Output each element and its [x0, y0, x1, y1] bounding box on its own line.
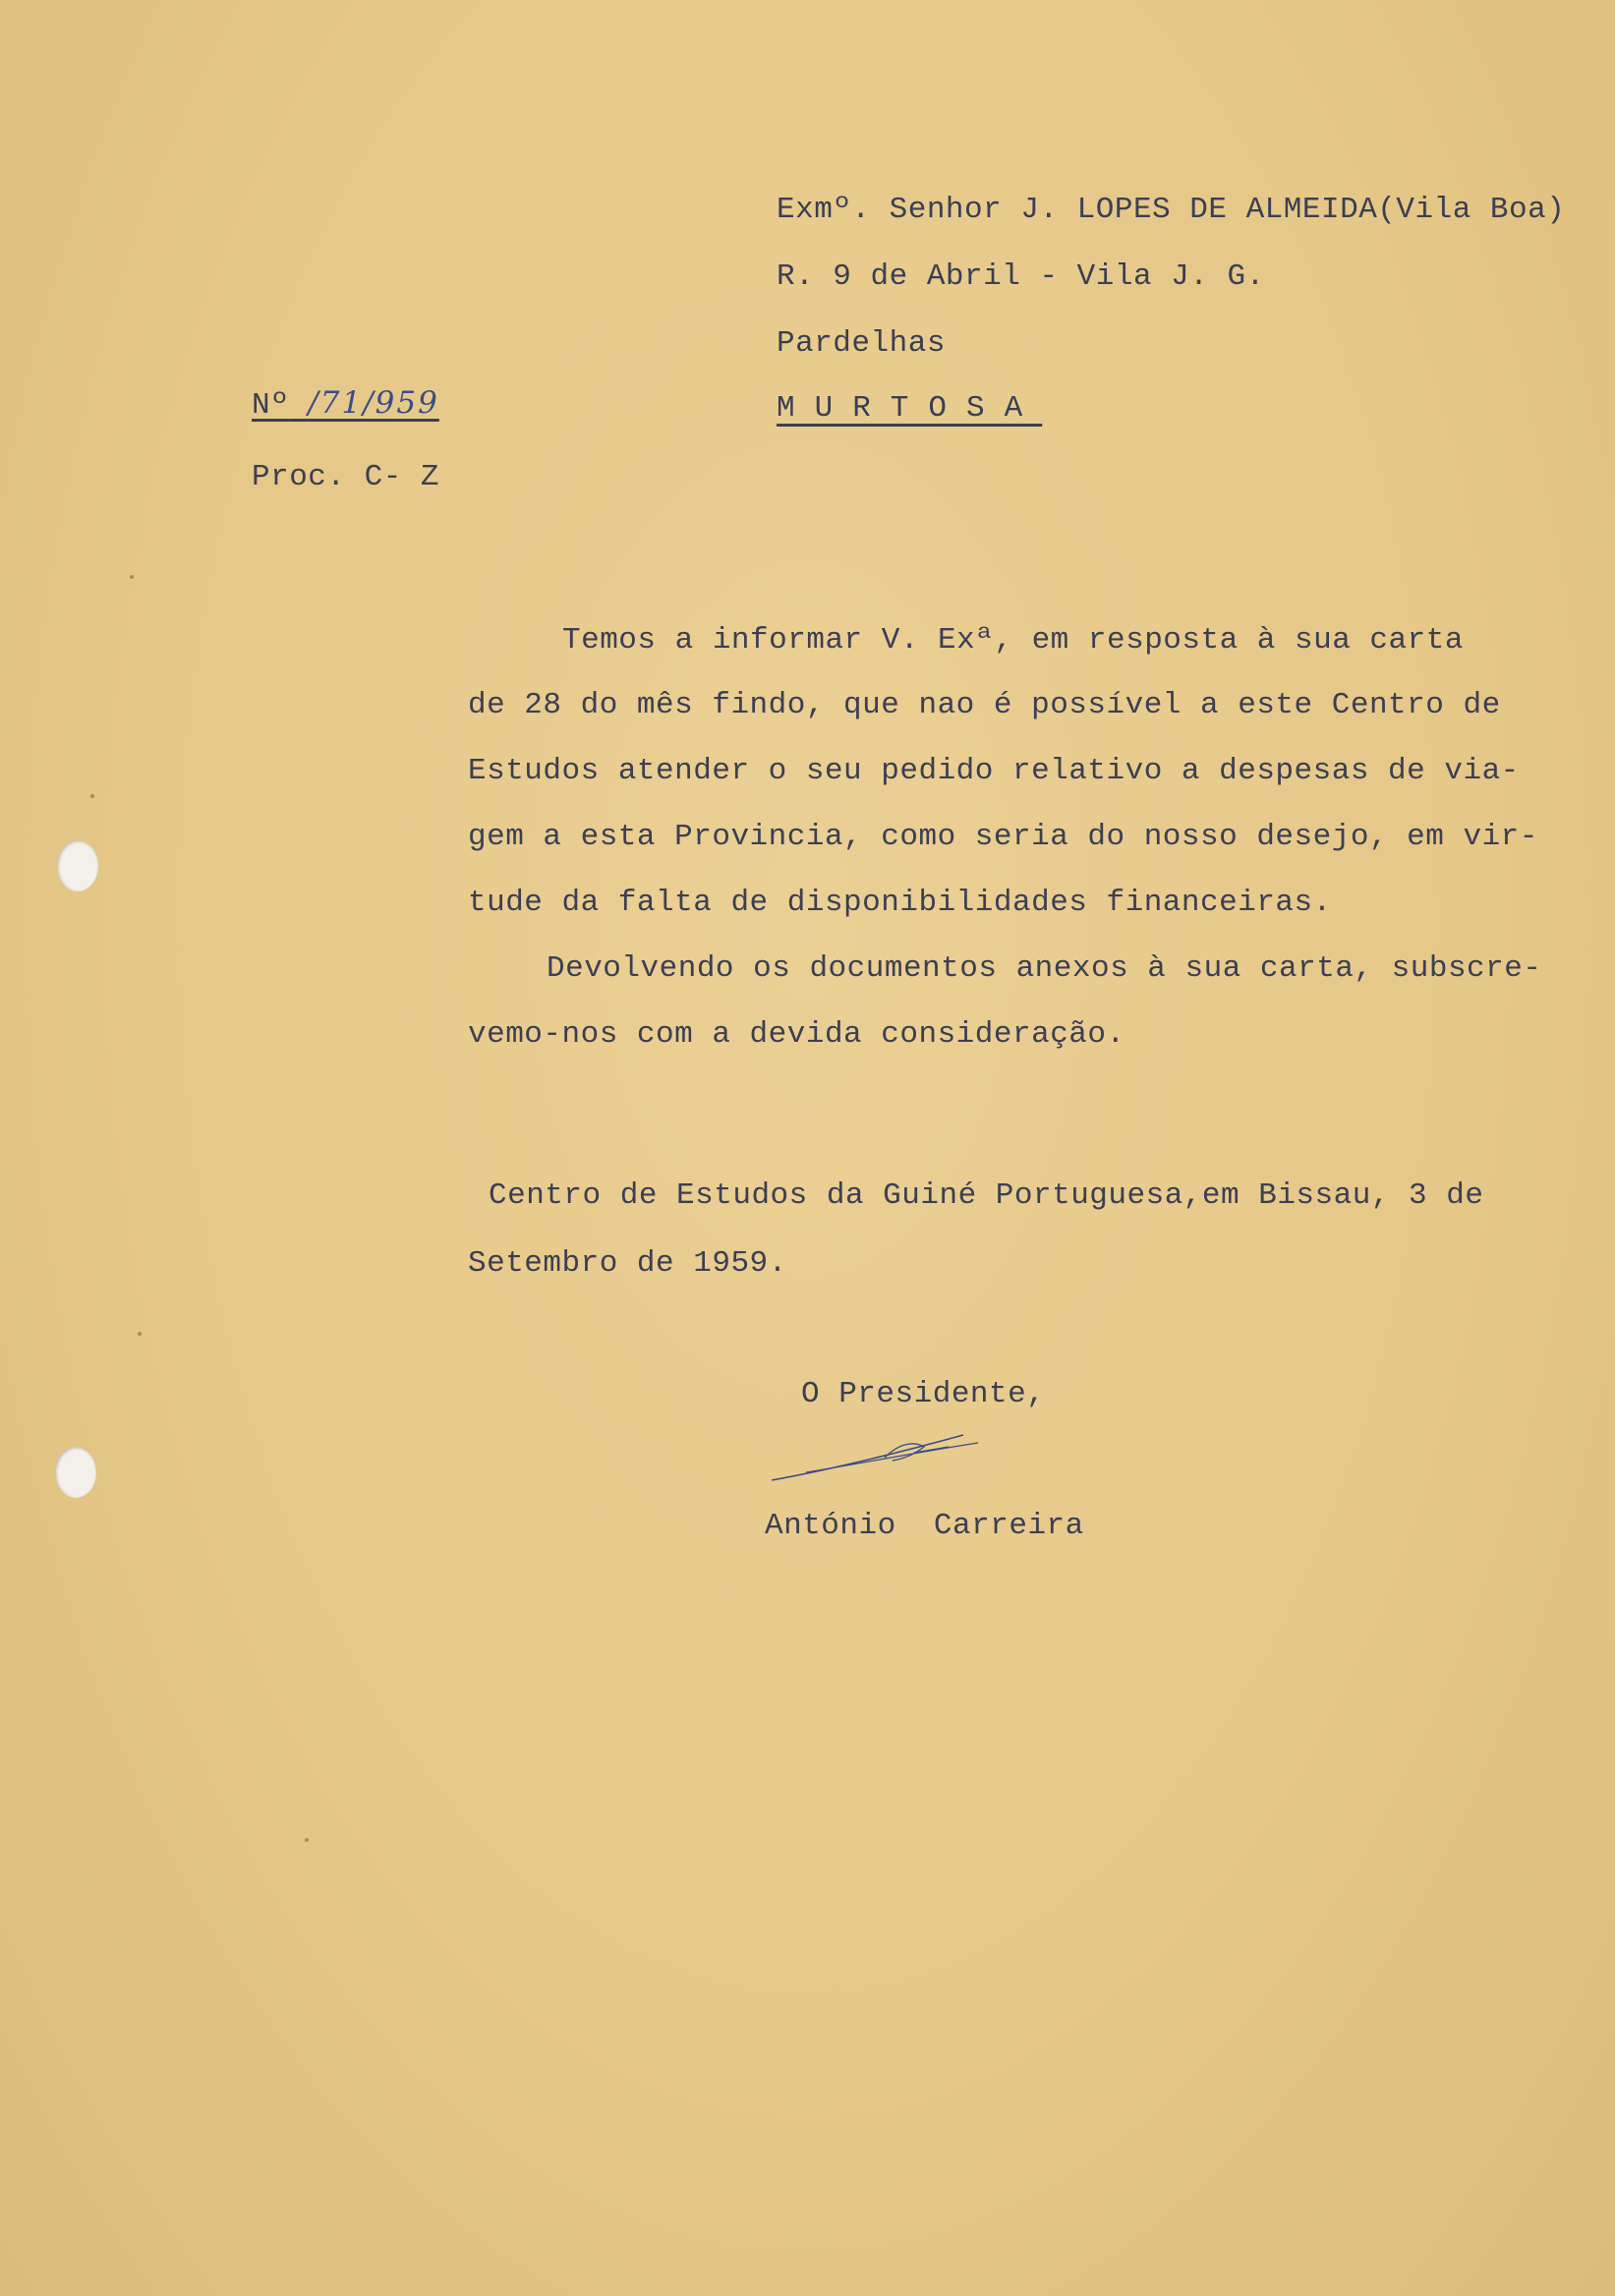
place-date-line-2: Setembro de 1959. [468, 1246, 787, 1281]
punch-hole-top [57, 840, 98, 891]
body-line: tude da falta de disponibilidades financeiras. [468, 886, 1332, 920]
body-line: gem a esta Provincia, como seria do nosso desejo, em vir- [468, 820, 1538, 854]
body-line: Estudos atender o seu pedido relativo a despesas de via- [468, 754, 1520, 788]
body-line: vemo-nos com a devida consideração. [468, 1017, 1125, 1052]
paper-speck [130, 575, 134, 579]
body-line: de 28 do mês findo, que nao é possível a este Centro de [468, 688, 1501, 722]
closing-title: O Presidente, [801, 1377, 1046, 1411]
process-reference: Proc. C- Z [252, 460, 440, 494]
reference-prefix: Nº [252, 388, 290, 423]
paper-speck [138, 1332, 142, 1336]
reference-number [252, 385, 439, 423]
signatory-name: António Carreira [765, 1509, 1084, 1543]
reference-handwritten: /71/959 [308, 385, 439, 421]
punch-hole-bottom [55, 1447, 96, 1498]
body-line: Devolvendo os documentos anexos à sua carta, subscre- [547, 951, 1542, 986]
place-date-line-1: Centro de Estudos da Guiné Portuguesa,em Bissau, 3 de [489, 1178, 1484, 1213]
paper-speck [305, 1838, 309, 1842]
recipient-line-2: R. 9 de Abril - Vila J. G. [777, 259, 1265, 294]
paper-speck [90, 794, 94, 798]
recipient-line-4: MURTOSA [777, 391, 1043, 426]
recipient-line-1: Exmº. Senhor J. LOPES DE ALMEIDA(Vila Boa) [777, 193, 1566, 227]
recipient-line-3: Pardelhas [777, 326, 946, 361]
signature-scribble [767, 1413, 993, 1492]
body-line: Temos a informar V. Exª, em resposta à sua carta [562, 623, 1464, 658]
